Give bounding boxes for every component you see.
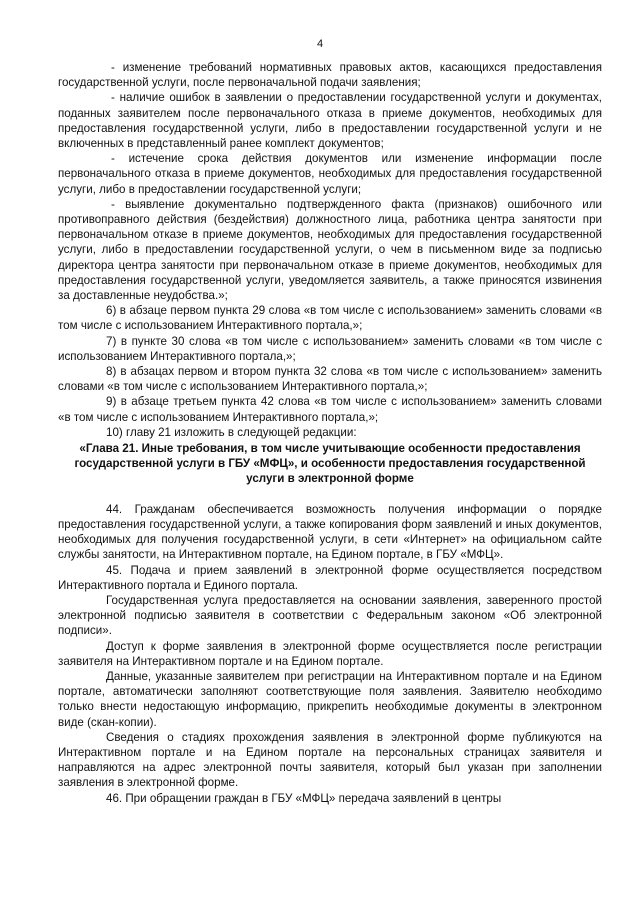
document-body	[58, 60, 602, 806]
paragraph: Данные, указанные заявителем при регистрации на Интерактивном портале и на Едином портале, автоматически заполняют соответствующие поля заявления. Заявителю необходимо только внести недостающую информацию, прикрепить необходимые документы в электронном виде (скан-копии).	[58, 669, 602, 729]
paragraph: 45. Подача и прием заявлений в электронной форме осуществляется посредством Интерактивного портала и Единого портала.	[58, 563, 602, 592]
paragraph: 46. При обращении граждан в ГБУ «МФЦ» передача заявлений в центры	[106, 791, 502, 805]
paragraph: 7) в пункте 30 слова «в том числе с использованием» заменить словами «в том числе с использованием Интерактивного портала,»;	[58, 334, 602, 363]
page-number: 4	[316, 38, 324, 50]
paragraph: 6) в абзаце первом пункта 29 слова «в том числе с использованием» заменить словами «в том числе с использованием Интерактивного портала,»;	[58, 304, 602, 333]
chapter-title: «Глава 21. Иные требования, в том числе учитывающие особенности предоставления государственной услуги в ГБУ «МФЦ», и особенности предоставления государственной услуги в электронной форме	[74, 442, 586, 486]
paragraph: - выявление документально подтвержденного факта (признаков) ошибочного или противоправного действия (бездействия) должностного лица, работника центра занятости при первоначальном отказе в приеме документов, необходимых для предоставления государственной услуги, либо в предоставлении государственной услуги, о чем в письменном виде за подписью директора центра занятости при первоначальном отказе в приеме документов, необходимых для предоставления государственной услуги, уведомляется заявитель, а также приносятся извинения за доставленные неудобства.»;	[58, 197, 602, 303]
paragraph: - истечение срока действия документов или изменение информации после первоначального отказа в приеме документов, необходимых для предоставления государственной услуги, либо в предоставлении государственной услуги;	[58, 152, 602, 196]
paragraph: Сведения о стадиях прохождения заявления в электронной форме публикуются на Интерактивном портале и на Едином портале на персональных страницах заявителя и направляются на адрес электронной почты заявителя, который был указан при заполнении заявления в электронной форме.	[58, 730, 602, 790]
paragraph: Доступ к форме заявления в электронной форме осуществляется после регистрации заявителя на Интерактивном портале и на Едином портале.	[58, 639, 602, 668]
paragraph: 10) главу 21 изложить в следующей редакции:	[106, 425, 357, 439]
paragraph: 44. Гражданам обеспечивается возможность получения информации о порядке предоставления государственной услуги, а также копирования форм заявлений и иных документов, необходимых для получения государственной услуги, в сети «Интернет» на официальном сайте службы занятости, на Интерактивном портале, на Едином портале, в ГБУ «МФЦ».	[58, 502, 602, 562]
paragraph: - наличие ошибок в заявлении о предоставлении государственной услуги и документах, поданных заявителем после первоначального отказа в приеме документов, необходимых для предоставления государственной услуги, либо в предоставлении государственной услуги и не включенных в представленный ранее комплект документов;	[58, 91, 602, 151]
paragraph: 9) в абзаце третьем пункта 42 слова «в том числе с использованием» заменить словами «в том числе с использованием Интерактивного портала,»;	[58, 395, 602, 424]
paragraph: - изменение требований нормативных правовых актов, касающихся предоставления государственной услуги, после первоначальной подачи заявления;	[58, 61, 602, 90]
paragraph: Государственная услуга предоставляется на основании заявления, заверенного простой электронной подписью заявителя в соответствии с Федеральным законом «Об электронной подписи».	[58, 593, 602, 638]
paragraph: 8) в абзацах первом и втором пункта 32 слова «в том числе с использованием» заменить словами «в том числе с использованием Интерактивного портала,»;	[58, 365, 602, 394]
